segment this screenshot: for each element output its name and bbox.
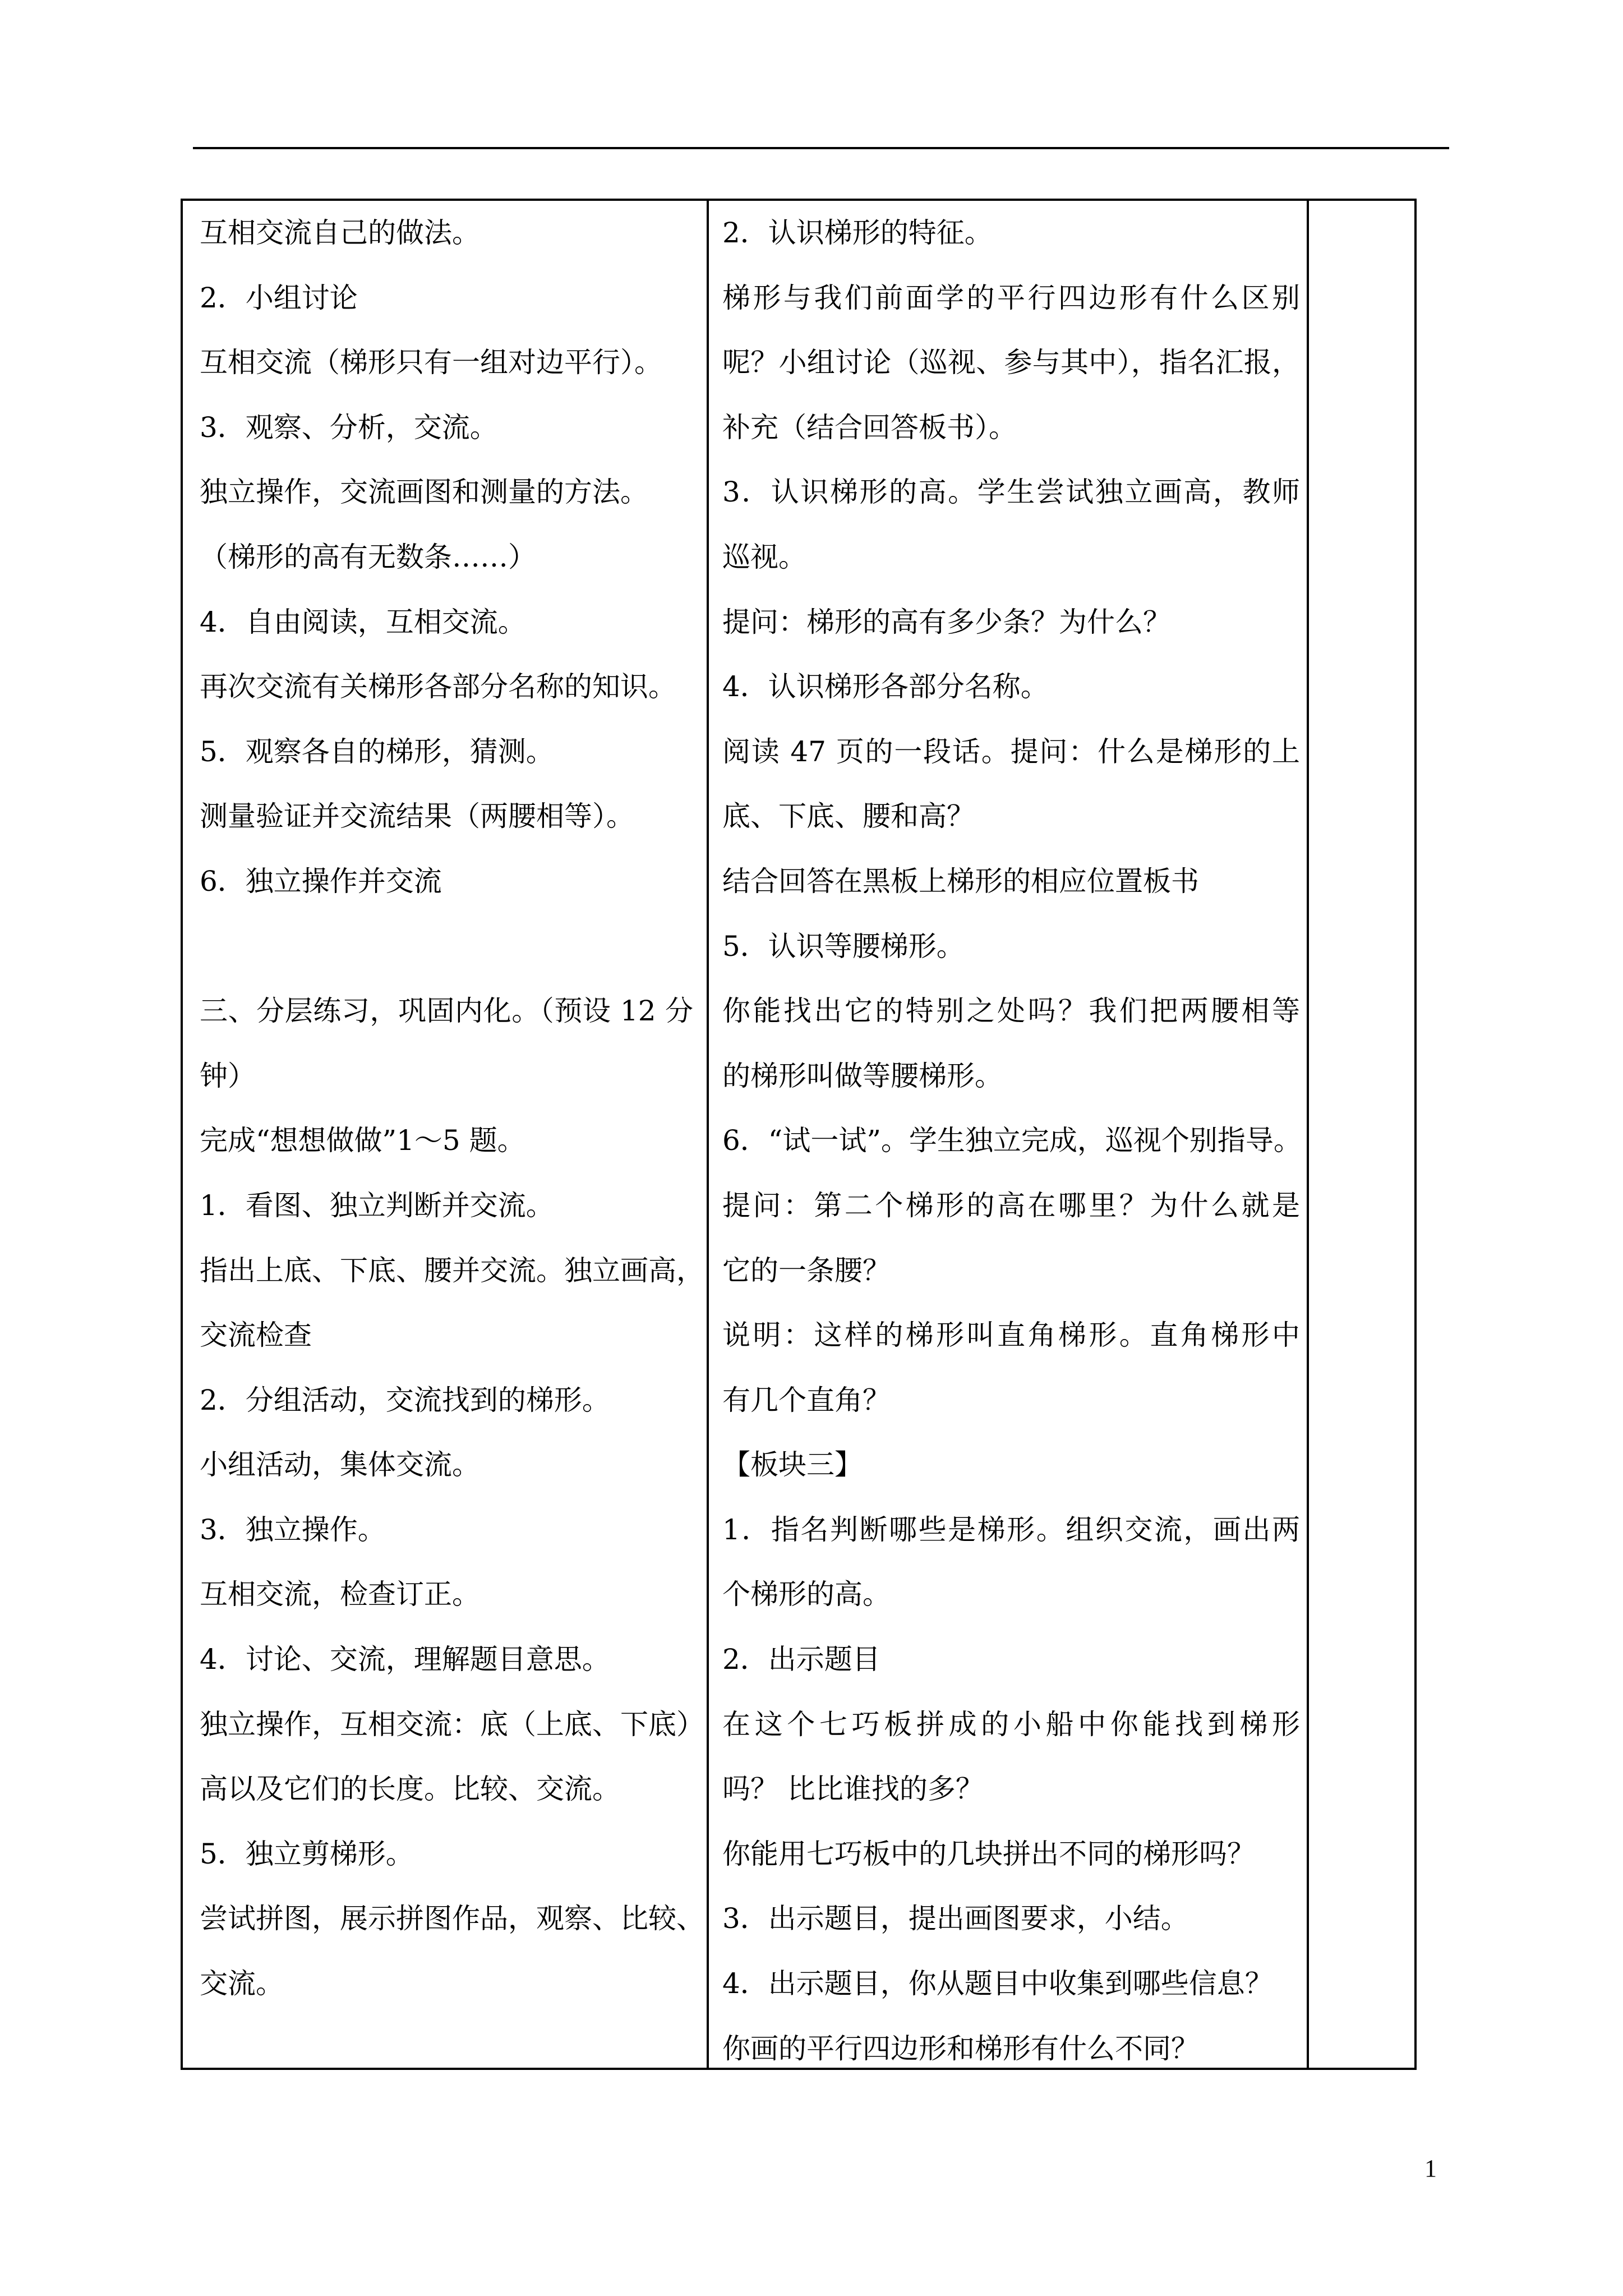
student-activity-line: 4．讨论、交流，理解题目意思。 xyxy=(200,1643,610,1676)
student-activity-line: 5．观察各自的梯形，猜测。 xyxy=(200,735,554,768)
student-activity-line: 3．观察、分析，交流。 xyxy=(200,411,498,444)
teacher-activity-line: 底、下底、腰和高？ xyxy=(722,800,975,833)
student-activity-line: 高以及它们的长度。比较、交流。 xyxy=(200,1773,620,1806)
student-activity-line: 独立操作，交流画图和测量的方法。 xyxy=(200,476,648,509)
teacher-activity-line: 5．认识等腰梯形。 xyxy=(722,930,965,963)
teacher-activity-line: 吗？ 比比谁找的多？ xyxy=(722,1773,984,1806)
teacher-activity-line: 提问：梯形的高有多少条？为什么？ xyxy=(722,605,1171,638)
teacher-activity-line: 3．认识梯形的高。学生尝试独立画高，教师 xyxy=(722,476,1300,509)
teacher-activity-line: 个梯形的高。 xyxy=(722,1578,891,1611)
student-activity-line: 互相交流，检查订正。 xyxy=(200,1578,480,1611)
student-activity-line: 小组活动，集体交流。 xyxy=(200,1448,480,1481)
teacher-activity-column xyxy=(722,201,1300,2081)
student-activity-line: 独立操作，互相交流：底（上底、下底） xyxy=(200,1708,704,1741)
teacher-activity-line: 2．认识梯形的特征。 xyxy=(722,217,993,249)
lesson-table xyxy=(181,199,1417,2070)
teacher-activity-line: 4．认识梯形各部分名称。 xyxy=(722,670,1049,703)
header-rule xyxy=(193,147,1449,149)
student-activity-line: 1．看图、独立判断并交流。 xyxy=(200,1189,554,1222)
student-activity-column xyxy=(200,201,704,2017)
column-divider-2 xyxy=(1307,201,1309,2068)
teacher-activity-line: 3．出示题目，提出画图要求，小结。 xyxy=(722,1902,1189,1935)
student-activity-line: 三、分层练习，巩固内化。（预设 12 分 xyxy=(200,995,693,1028)
teacher-activity-line: 在这个七巧板拼成的小船中你能找到梯形 xyxy=(722,1708,1300,1741)
teacher-activity-line: 2．出示题目 xyxy=(722,1643,880,1676)
teacher-activity-line: 它的一条腰？ xyxy=(722,1254,891,1287)
teacher-activity-line: 1．指名判断哪些是梯形。组织交流，画出两 xyxy=(722,1513,1300,1546)
student-activity-line: 交流。 xyxy=(200,1967,284,2000)
student-activity-line: 2．小组讨论 xyxy=(200,281,358,314)
student-activity-line: 互相交流自己的做法。 xyxy=(200,217,480,249)
student-activity-line: 再次交流有关梯形各部分名称的知识。 xyxy=(200,670,676,703)
column-divider-1 xyxy=(707,201,709,2068)
student-activity-line: 钟） xyxy=(200,1059,256,1092)
student-activity-line: 尝试拼图，展示拼图作品，观察、比较、 xyxy=(200,1902,704,1935)
teacher-activity-line: 呢？小组讨论（巡视、参与其中），指名汇报， xyxy=(722,346,1300,379)
teacher-activity-line: 结合回答在黑板上梯形的相应位置板书 xyxy=(722,864,1199,898)
student-activity-line: 指出上底、下底、腰并交流。独立画高， xyxy=(200,1254,704,1287)
teacher-activity-line: 6．“试一试”。学生独立完成，巡视个别指导。 xyxy=(722,1124,1302,1157)
student-activity-line: 完成“想想做做”1～5 题。 xyxy=(200,1124,525,1157)
student-activity-line: 测量验证并交流结果（两腰相等）。 xyxy=(200,800,634,833)
teacher-activity-line: 你能用七巧板中的几块拼出不同的梯形吗？ xyxy=(722,1837,1255,1870)
student-activity-line: （梯形的高有无数条……） xyxy=(200,540,536,573)
teacher-activity-line: 提问：第二个梯形的高在哪里？为什么就是 xyxy=(722,1189,1300,1222)
teacher-activity-line: 你画的平行四边形和梯形有什么不同？ xyxy=(722,2032,1199,2065)
teacher-activity-line: 【板块三】 xyxy=(722,1448,863,1481)
student-activity-line: 互相交流（梯形只有一组对边平行）。 xyxy=(200,346,662,379)
student-activity-line: 2．分组活动，交流找到的梯形。 xyxy=(200,1383,610,1416)
teacher-activity-line: 4．出示题目，你从题目中收集到哪些信息？ xyxy=(722,1967,1273,2000)
teacher-activity-line: 补充（结合回答板书）。 xyxy=(722,411,1017,444)
student-activity-line: 6．独立操作并交流 xyxy=(200,864,442,898)
student-activity-line: 5．独立剪梯形。 xyxy=(200,1837,414,1870)
page-number: 1 xyxy=(1424,2155,1437,2182)
student-activity-line: 3．独立操作。 xyxy=(200,1513,386,1546)
teacher-activity-line: 说明：这样的梯形叫直角梯形。直角梯形中 xyxy=(722,1319,1300,1352)
teacher-activity-line: 巡视。 xyxy=(722,540,806,573)
student-activity-line: 4．自由阅读，互相交流。 xyxy=(200,605,526,638)
teacher-activity-line: 阅读 47 页的一段话。提问：什么是梯形的上 xyxy=(722,735,1300,768)
student-activity-line: 交流检查 xyxy=(200,1319,312,1352)
teacher-activity-line: 梯形与我们前面学的平行四边形有什么区别 xyxy=(722,281,1300,314)
teacher-activity-line: 的梯形叫做等腰梯形。 xyxy=(722,1059,1003,1092)
teacher-activity-line: 有几个直角？ xyxy=(722,1383,891,1416)
teacher-activity-line: 你能找出它的特别之处吗？我们把两腰相等 xyxy=(722,995,1300,1028)
student-activity-line xyxy=(200,914,693,979)
